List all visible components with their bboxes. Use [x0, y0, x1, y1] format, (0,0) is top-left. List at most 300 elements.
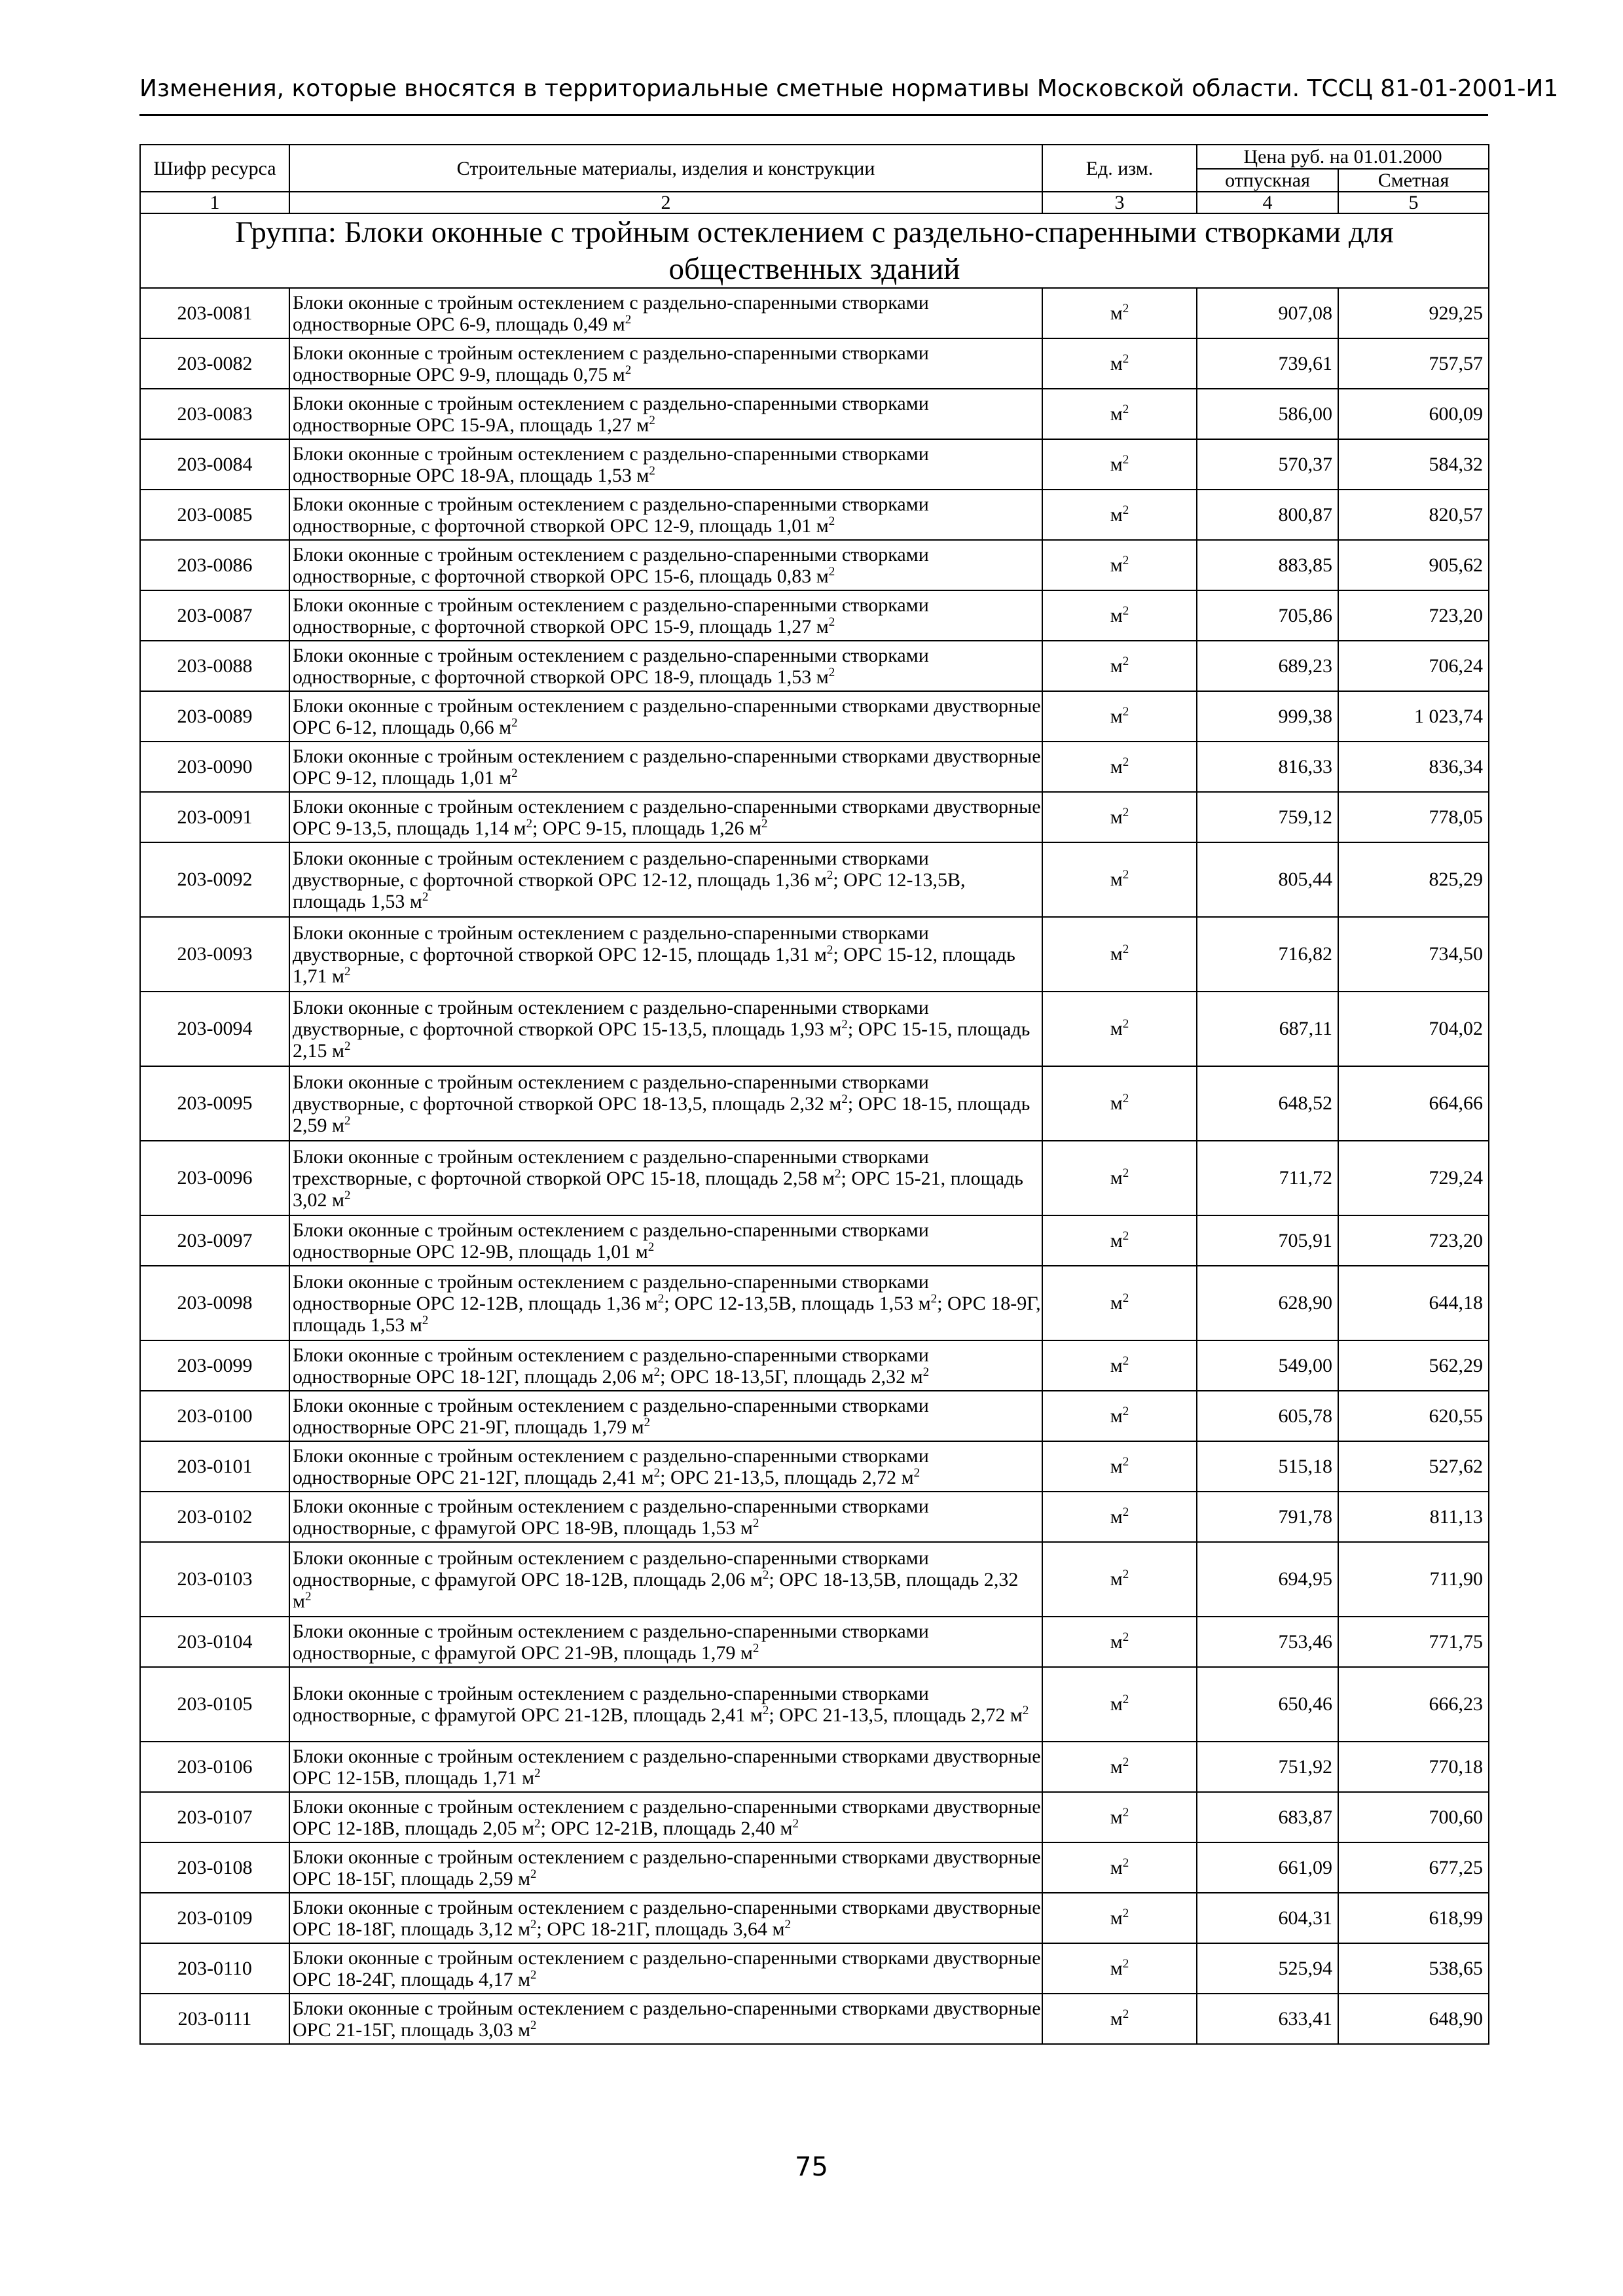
unit-power: 2: [1122, 553, 1129, 567]
unit-of-measure: [1042, 1215, 1197, 1266]
unit-superscript: 2: [304, 1589, 312, 1604]
unit-superscript: 2: [344, 1188, 351, 1202]
unit-of-measure: [1042, 490, 1197, 540]
resource-code: 203-0086: [140, 540, 289, 590]
unit-base: м: [1110, 1856, 1123, 1878]
material-description: [289, 842, 1042, 917]
unit-superscript: 2: [649, 413, 655, 427]
unit-superscript: 2: [526, 816, 533, 831]
unit-base: м: [1110, 403, 1123, 425]
unit-power: 2: [1122, 1505, 1129, 1519]
material-description: [289, 540, 1042, 590]
material-description: [289, 1943, 1042, 1994]
unit-power: 2: [1122, 704, 1129, 719]
unit-of-measure: [1042, 1943, 1197, 1994]
description-text: ; ОРС 18-9Г, площадь 1,53 м: [293, 1292, 1041, 1336]
unit-base: м: [1110, 705, 1123, 727]
unit-of-measure: [1042, 742, 1197, 792]
table-row: [140, 792, 1489, 842]
description-text: Блоки оконные с тройным остеклением с раздельно-спаренными створками двустворные ОРС 12-18В, площадь 2,05 м: [293, 1795, 1041, 1839]
unit-base: м: [1110, 1167, 1123, 1189]
material-description: [289, 1994, 1042, 2044]
estimate-price: 825,29: [1338, 842, 1489, 917]
unit-power: 2: [1122, 805, 1129, 819]
header-estimate-price: Сметная: [1338, 169, 1489, 192]
description-text: ; ОРС 15-12, площадь 1,71 м: [293, 943, 1015, 987]
unit-base: м: [1110, 755, 1123, 778]
table-row: [140, 917, 1489, 992]
material-description: [289, 1340, 1042, 1391]
description-text: ; ОРС 18-15, площадь 2,59 м: [293, 1092, 1030, 1136]
description-text: ; ОРС 21-13,5, площадь 2,72 м: [769, 1704, 1023, 1726]
unit-superscript: 2: [511, 766, 518, 780]
material-description: [289, 1893, 1042, 1943]
unit-superscript: 2: [653, 1465, 661, 1480]
unit-base: м: [1110, 1092, 1123, 1114]
unit-base: м: [1110, 453, 1123, 475]
unit-power: 2: [1122, 503, 1129, 517]
price-table: [139, 144, 1489, 2045]
unit-superscript: 2: [752, 1641, 759, 1655]
material-description: [289, 691, 1042, 742]
table-header-row: [140, 145, 1489, 169]
table-row: [140, 490, 1489, 540]
release-price: 751,92: [1197, 1742, 1338, 1792]
table-row: [140, 1492, 1489, 1542]
estimate-price: 527,62: [1338, 1441, 1489, 1492]
material-description: [289, 1542, 1042, 1617]
unit-superscript: 2: [913, 1465, 921, 1480]
material-description: [289, 590, 1042, 641]
unit-superscript: 2: [344, 1113, 351, 1128]
material-description: [289, 1391, 1042, 1441]
unit-superscript: 2: [762, 1704, 769, 1717]
release-price: 586,00: [1197, 389, 1338, 439]
description-text: Блоки оконные с тройным остеклением с раздельно-спаренными створками двустворные, с форточной створкой ОРС 15-13,5, площадь 1,93 м: [293, 996, 929, 1040]
description-text: Блоки оконные с тройным остеклением с раздельно-спаренными створками одностворные, с фрамугой ОРС 18-9В, площадь 1,53 м: [293, 1495, 929, 1539]
unit-superscript: 2: [784, 1917, 791, 1931]
table-row: [140, 540, 1489, 590]
resource-code: 203-0093: [140, 917, 289, 992]
unit-power: 2: [1122, 452, 1129, 467]
unit-of-measure: [1042, 1842, 1197, 1893]
material-description: [289, 641, 1042, 691]
header-release-price: отпускная: [1197, 169, 1338, 192]
estimate-price: 778,05: [1338, 792, 1489, 842]
description-text: Блоки оконные с тройным остеклением с раздельно-спаренными створками одностворные, с фрамугой ОРС 21-12В, площадь 2,41 м: [293, 1683, 929, 1726]
release-price: 759,12: [1197, 792, 1338, 842]
unit-power: 2: [1122, 1856, 1129, 1870]
unit-superscript: 2: [841, 1017, 848, 1031]
unit-of-measure: [1042, 1340, 1197, 1391]
header-unit: Ед. изм.: [1042, 145, 1197, 192]
unit-power: 2: [1122, 1229, 1129, 1243]
description-text: Блоки оконные с тройным остеклением с раздельно-спаренными створками двустворные ОРС 9-13,5, площадь 1,14 м: [293, 795, 1041, 839]
estimate-price: 620,55: [1338, 1391, 1489, 1441]
unit-superscript: 2: [835, 1166, 841, 1181]
estimate-price: 723,20: [1338, 590, 1489, 641]
estimate-price: 836,34: [1338, 742, 1489, 792]
unit-superscript: 2: [761, 816, 768, 831]
unit-superscript: 2: [649, 463, 655, 478]
table-row: [140, 842, 1489, 917]
material-description: [289, 338, 1042, 389]
description-text: Блоки оконные с тройным остеклением с раздельно-спаренными створками одностворные ОРС 18-12Г, площадь 2,06 м: [293, 1344, 929, 1388]
material-description: [289, 1792, 1042, 1842]
unit-superscript: 2: [625, 363, 632, 377]
unit-of-measure: [1042, 792, 1197, 842]
table-row: [140, 1994, 1489, 2044]
material-description: [289, 288, 1042, 338]
unit-power: 2: [1122, 603, 1129, 618]
resource-code: 203-0092: [140, 842, 289, 917]
release-price: 604,31: [1197, 1893, 1338, 1943]
release-price: 705,86: [1197, 590, 1338, 641]
table-row: [140, 1391, 1489, 1441]
table-row: [140, 742, 1489, 792]
unit-base: м: [1110, 1630, 1123, 1653]
estimate-price: 1 023,74: [1338, 691, 1489, 742]
resource-code: 203-0105: [140, 1667, 289, 1742]
unit-of-measure: [1042, 590, 1197, 641]
material-description: [289, 1066, 1042, 1141]
release-price: 549,00: [1197, 1340, 1338, 1391]
resource-code: 203-0104: [140, 1617, 289, 1667]
material-description: [289, 1842, 1042, 1893]
column-number: 3: [1042, 192, 1197, 213]
unit-power: 2: [1122, 868, 1129, 882]
description-text: ; ОРС 12-13,5В, площадь 1,53 м: [664, 1292, 931, 1314]
unit-superscript: 2: [534, 1766, 541, 1780]
unit-superscript: 2: [828, 564, 835, 579]
release-price: 525,94: [1197, 1943, 1338, 1994]
unit-of-measure: [1042, 1441, 1197, 1492]
resource-code: 203-0106: [140, 1742, 289, 1792]
unit-base: м: [1110, 1693, 1123, 1715]
estimate-price: 618,99: [1338, 1893, 1489, 1943]
resource-code: 203-0096: [140, 1141, 289, 1215]
unit-base: м: [1110, 1957, 1123, 1979]
unit-superscript: 2: [657, 1291, 665, 1306]
unit-power: 2: [1122, 1166, 1129, 1180]
estimate-price: 771,75: [1338, 1617, 1489, 1667]
estimate-price: 706,24: [1338, 641, 1489, 691]
material-description: [289, 917, 1042, 992]
unit-power: 2: [1122, 2007, 1129, 2021]
release-price: 628,90: [1197, 1266, 1338, 1340]
unit-superscript: 2: [422, 1313, 429, 1327]
description-text: ; ОРС 15-21, площадь 3,02 м: [293, 1167, 1023, 1211]
description-text: Блоки оконные с тройным остеклением с раздельно-спаренными створками двустворные ОРС 18-24Г, площадь 4,17 м: [293, 1946, 1041, 1990]
unit-base: м: [1110, 1405, 1123, 1427]
release-price: 694,95: [1197, 1542, 1338, 1617]
estimate-price: 729,24: [1338, 1141, 1489, 1215]
description-text: Блоки оконные с тройным остеклением с раздельно-спаренными створками двустворные ОРС 18-15Г, площадь 2,59 м: [293, 1846, 1041, 1890]
unit-superscript: 2: [826, 868, 833, 882]
unit-power: 2: [1122, 1354, 1129, 1368]
unit-power: 2: [1122, 1693, 1129, 1706]
estimate-price: 538,65: [1338, 1943, 1489, 1994]
estimate-price: 770,18: [1338, 1742, 1489, 1792]
table-row: [140, 1667, 1489, 1742]
description-text: ; ОРС 12-21В, площадь 2,40 м: [540, 1817, 793, 1839]
unit-superscript: 2: [841, 1092, 848, 1106]
unit-of-measure: [1042, 288, 1197, 338]
release-price: 633,41: [1197, 1994, 1338, 2044]
unit-superscript: 2: [828, 615, 835, 629]
estimate-price: 734,50: [1338, 917, 1489, 992]
unit-superscript: 2: [344, 964, 351, 978]
unit-power: 2: [1122, 1805, 1129, 1820]
unit-base: м: [1110, 1292, 1123, 1314]
resource-code: 203-0100: [140, 1391, 289, 1441]
material-description: [289, 490, 1042, 540]
unit-of-measure: [1042, 992, 1197, 1066]
table-row: [140, 590, 1489, 641]
unit-power: 2: [1122, 1454, 1129, 1469]
resource-code: 203-0094: [140, 992, 289, 1066]
column-number: 5: [1338, 192, 1489, 213]
unit-power: 2: [1122, 351, 1129, 366]
release-price: 570,37: [1197, 439, 1338, 490]
unit-base: м: [1110, 604, 1123, 626]
release-price: 800,87: [1197, 490, 1338, 540]
unit-superscript: 2: [826, 942, 833, 957]
unit-base: м: [1110, 1568, 1123, 1590]
page-number: 75: [795, 2152, 828, 2182]
unit-of-measure: [1042, 1066, 1197, 1141]
resource-code: 203-0083: [140, 389, 289, 439]
release-price: 753,46: [1197, 1617, 1338, 1667]
estimate-price: 600,09: [1338, 389, 1489, 439]
release-price: 689,23: [1197, 641, 1338, 691]
resource-code: 203-0111: [140, 1994, 289, 2044]
table-row: [140, 338, 1489, 389]
estimate-price: 700,60: [1338, 1792, 1489, 1842]
estimate-price: 648,90: [1338, 1994, 1489, 2044]
release-price: 739,61: [1197, 338, 1338, 389]
estimate-price: 584,32: [1338, 439, 1489, 490]
unit-power: 2: [1122, 1404, 1129, 1418]
description-text: ; ОРС 18-13,5В, площадь 2,32 м: [293, 1568, 1019, 1612]
table-row: [140, 1617, 1489, 1667]
unit-base: м: [1110, 1229, 1123, 1251]
estimate-price: 666,23: [1338, 1667, 1489, 1742]
description-text: Блоки оконные с тройным остеклением с раздельно-спаренными створками трехстворные, с форточной створкой ОРС 15-18, площадь 2,58 м: [293, 1145, 929, 1189]
unit-power: 2: [1122, 1906, 1129, 1920]
resource-code: 203-0108: [140, 1842, 289, 1893]
description-text: ; ОРС 18-21Г, площадь 3,64 м: [536, 1918, 785, 1940]
resource-code: 203-0084: [140, 439, 289, 490]
release-price: 907,08: [1197, 288, 1338, 338]
description-text: Блоки оконные с тройным остеклением с раздельно-спаренными створками одностворные ОРС 12-9В, площадь 1,01 м: [293, 1219, 929, 1263]
release-price: 816,33: [1197, 742, 1338, 792]
header-rule: [139, 114, 1488, 116]
description-text: Блоки оконные с тройным остеклением с раздельно-спаренными створками двустворные ОРС 18-18Г, площадь 3,12 м: [293, 1896, 1041, 1940]
header-price-group: Цена руб. на 01.01.2000: [1197, 145, 1489, 169]
resource-code: 203-0091: [140, 792, 289, 842]
release-price: 661,09: [1197, 1842, 1338, 1893]
estimate-price: 677,25: [1338, 1842, 1489, 1893]
unit-base: м: [1110, 1018, 1123, 1039]
unit-superscript: 2: [530, 1917, 537, 1931]
unit-of-measure: [1042, 1617, 1197, 1667]
table-row: [140, 1943, 1489, 1994]
estimate-price: 723,20: [1338, 1215, 1489, 1266]
unit-base: м: [1110, 869, 1123, 890]
estimate-price: 820,57: [1338, 490, 1489, 540]
table-row: [140, 1141, 1489, 1215]
column-number: 1: [140, 192, 289, 213]
description-text: Блоки оконные с тройным остеклением с раздельно-спаренными створками одностворные, с форточной створкой ОРС 18-9, площадь 1,53 м: [293, 644, 929, 688]
table-row: [140, 1542, 1489, 1617]
resource-code: 203-0101: [140, 1441, 289, 1492]
unit-of-measure: [1042, 917, 1197, 992]
table-row: [140, 1266, 1489, 1340]
material-description: [289, 792, 1042, 842]
material-description: [289, 1441, 1042, 1492]
unit-of-measure: [1042, 1542, 1197, 1617]
table-row: [140, 1792, 1489, 1842]
material-description: [289, 1141, 1042, 1215]
material-description: [289, 439, 1042, 490]
unit-power: 2: [1122, 402, 1129, 416]
unit-superscript: 2: [922, 1365, 930, 1379]
unit-of-measure: [1042, 439, 1197, 490]
unit-superscript: 2: [792, 1816, 799, 1831]
unit-base: м: [1110, 806, 1123, 828]
material-description: [289, 1742, 1042, 1792]
unit-of-measure: [1042, 842, 1197, 917]
unit-base: м: [1110, 302, 1123, 324]
unit-superscript: 2: [511, 715, 518, 730]
unit-base: м: [1110, 943, 1123, 965]
description-text: Блоки оконные с тройным остеклением с раздельно-спаренными створками одностворные ОРС 21-12Г, площадь 2,41 м: [293, 1444, 929, 1488]
column-number-row: [140, 192, 1489, 213]
description-text: ; ОРС 12-13,5В, площадь 1,53 м: [293, 869, 966, 912]
material-description: [289, 389, 1042, 439]
resource-code: 203-0089: [140, 691, 289, 742]
unit-base: м: [1110, 1907, 1123, 1929]
material-description: [289, 992, 1042, 1066]
unit-base: м: [1110, 352, 1123, 374]
description-text: ; ОРС 21-13,5, площадь 2,72 м: [660, 1466, 914, 1488]
unit-power: 2: [1122, 1092, 1129, 1105]
description-text: Блоки оконные с тройным остеклением с раздельно-спаренными створками одностворные ОРС 18-9А, площадь 1,53 м: [293, 442, 929, 486]
table-row: [140, 691, 1489, 742]
description-text: ; ОРС 9-15, площадь 1,26 м: [532, 817, 762, 839]
table-row: [140, 992, 1489, 1066]
material-description: [289, 1492, 1042, 1542]
description-text: ; ОРС 15-15, площадь 2,15 м: [293, 1018, 1030, 1062]
unit-power: 2: [1122, 942, 1129, 956]
unit-of-measure: [1042, 1994, 1197, 2044]
release-price: 515,18: [1197, 1441, 1338, 1492]
group-title: Группа: Блоки оконные с тройным остеклением с раздельно-спаренными створками для общественных зданий: [140, 213, 1489, 288]
unit-superscript: 2: [647, 1240, 655, 1254]
unit-base: м: [1110, 1755, 1123, 1778]
unit-superscript: 2: [422, 889, 429, 904]
resource-code: 203-0085: [140, 490, 289, 540]
release-price: 805,44: [1197, 842, 1338, 917]
unit-power: 2: [1122, 1017, 1129, 1031]
unit-power: 2: [1122, 755, 1129, 769]
table-row: [140, 288, 1489, 338]
unit-power: 2: [1122, 301, 1129, 315]
release-price: 705,91: [1197, 1215, 1338, 1266]
unit-superscript: 2: [530, 1867, 537, 1881]
release-price: 883,85: [1197, 540, 1338, 590]
description-text: Блоки оконные с тройным остеклением с раздельно-спаренными створками двустворные ОРС 6-12, площадь 0,66 м: [293, 694, 1041, 738]
unit-power: 2: [1122, 654, 1129, 668]
unit-of-measure: [1042, 1492, 1197, 1542]
description-text: Блоки оконные с тройным остеклением с раздельно-спаренными створками одностворные, с форточной створкой ОРС 15-9, площадь 1,27 м: [293, 594, 929, 637]
unit-base: м: [1110, 1505, 1123, 1528]
description-text: Блоки оконные с тройным остеклением с раздельно-спаренными створками одностворные ОРС 9-9, площадь 0,75 м: [293, 342, 929, 386]
unit-superscript: 2: [1022, 1704, 1029, 1717]
description-text: Блоки оконные с тройным остеклением с раздельно-спаренными створками одностворные ОРС 21-9Г, площадь 1,79 м: [293, 1394, 929, 1438]
description-text: Блоки оконные с тройным остеклением с раздельно-спаренными створками двустворные ОРС 21-15Г, площадь 3,03 м: [293, 1997, 1041, 2041]
resource-code: 203-0107: [140, 1792, 289, 1842]
estimate-price: 929,25: [1338, 288, 1489, 338]
unit-of-measure: [1042, 1667, 1197, 1742]
unit-of-measure: [1042, 338, 1197, 389]
unit-superscript: 2: [644, 1415, 651, 1429]
resource-code: 203-0109: [140, 1893, 289, 1943]
release-price: 605,78: [1197, 1391, 1338, 1441]
description-text: Блоки оконные с тройным остеклением с раздельно-спаренными створками двустворные, с форточной створкой ОРС 18-13,5, площадь 2,32 м: [293, 1071, 929, 1115]
unit-base: м: [1110, 554, 1123, 576]
description-text: Блоки оконные с тройным остеклением с раздельно-спаренными створками одностворные ОРС 15-9А, площадь 1,27 м: [293, 392, 929, 436]
material-description: [289, 1667, 1042, 1742]
unit-superscript: 2: [344, 1039, 351, 1053]
estimate-price: 664,66: [1338, 1066, 1489, 1141]
table-row: [140, 1842, 1489, 1893]
estimate-price: 711,90: [1338, 1542, 1489, 1617]
description-text: Блоки оконные с тройным остеклением с раздельно-спаренными створками одностворные, с форточной створкой ОРС 12-9, площадь 1,01 м: [293, 493, 929, 537]
unit-superscript: 2: [530, 2018, 537, 2032]
unit-of-measure: [1042, 540, 1197, 590]
unit-of-measure: [1042, 1792, 1197, 1842]
table-row: [140, 1340, 1489, 1391]
unit-of-measure: [1042, 641, 1197, 691]
unit-of-measure: [1042, 1391, 1197, 1441]
unit-base: м: [1110, 1354, 1123, 1376]
resource-code: 203-0102: [140, 1492, 289, 1542]
release-price: 999,38: [1197, 691, 1338, 742]
unit-of-measure: [1042, 1266, 1197, 1340]
resource-code: 203-0088: [140, 641, 289, 691]
unit-superscript: 2: [762, 1568, 769, 1582]
release-price: 716,82: [1197, 917, 1338, 992]
material-description: [289, 1215, 1042, 1266]
unit-power: 2: [1122, 1755, 1129, 1769]
description-text: Блоки оконные с тройным остеклением с раздельно-спаренными створками двустворные ОРС 9-12, площадь 1,01 м: [293, 745, 1041, 789]
estimate-price: 704,02: [1338, 992, 1489, 1066]
release-price: 687,11: [1197, 992, 1338, 1066]
unit-of-measure: [1042, 1742, 1197, 1792]
estimate-price: 811,13: [1338, 1492, 1489, 1542]
unit-base: м: [1110, 1455, 1123, 1477]
unit-superscript: 2: [625, 312, 632, 327]
unit-superscript: 2: [930, 1291, 938, 1306]
release-price: 711,72: [1197, 1141, 1338, 1215]
description-text: Блоки оконные с тройным остеклением с раздельно-спаренными створками одностворные ОРС 12-12В, площадь 1,36 м: [293, 1270, 929, 1314]
resource-code: 203-0082: [140, 338, 289, 389]
description-text: ; ОРС 18-13,5Г, площадь 2,32 м: [660, 1365, 923, 1388]
table-row: [140, 1742, 1489, 1792]
resource-code: 203-0095: [140, 1066, 289, 1141]
